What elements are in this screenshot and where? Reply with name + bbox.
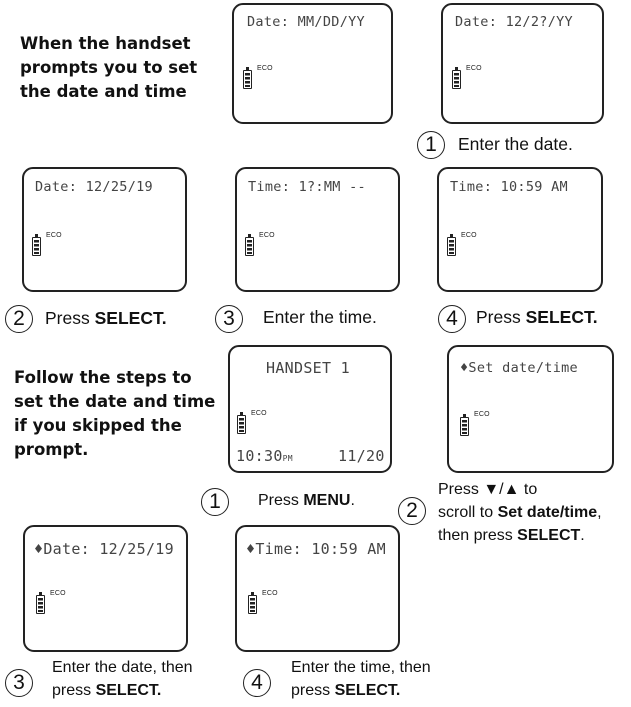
eco-label: ECO <box>461 232 477 239</box>
step-caption: Press MENU. <box>258 492 355 509</box>
handset-screen-date-entering <box>441 3 604 124</box>
handset-screen-edit-date <box>23 525 188 652</box>
step-number-4: 4 <box>438 305 466 333</box>
battery-icon <box>237 415 246 434</box>
eco-label: ECO <box>466 65 482 72</box>
step-caption: Press SELECT. <box>476 307 598 327</box>
step-number-1: 1 <box>201 488 229 516</box>
intro-skipped-text: Follow the steps to set the date and time if you skipped the prompt. <box>14 368 216 459</box>
lcd-text: Time: 1?:MM -- <box>248 179 366 195</box>
battery-icon <box>243 70 252 89</box>
step-number-3: 3 <box>5 669 33 697</box>
handset-screen-time-entered <box>437 167 603 292</box>
handset-screen-date-entered <box>22 167 187 292</box>
step-number-3: 3 <box>215 305 243 333</box>
step-caption: Press SELECT. <box>45 308 167 328</box>
lcd-menu-item: ♦Set date/time <box>460 360 578 376</box>
battery-icon <box>447 237 456 256</box>
battery-icon <box>245 237 254 256</box>
step-caption: Enter the time, then press SELECT. <box>291 659 431 699</box>
lcd-text: Date: MM/DD/YY <box>247 14 365 30</box>
lcd-date: 11/20 <box>338 447 385 465</box>
lcd-clock: 10:30PM <box>236 447 293 465</box>
lcd-text: Time: 10:59 AM <box>450 179 568 195</box>
eco-label: ECO <box>474 411 490 418</box>
handset-screen-time-entering <box>235 167 400 292</box>
step-caption: Enter the date, then press SELECT. <box>52 659 193 699</box>
lcd-handset-title: HANDSET 1 <box>266 359 350 377</box>
battery-icon <box>248 595 257 614</box>
lcd-text: Date: 12/25/19 <box>35 179 153 195</box>
step-number-1: 1 <box>417 131 445 159</box>
battery-icon <box>452 70 461 89</box>
handset-screen-menu-set-date-time <box>447 345 614 473</box>
lcd-text: Date: 12/2?/YY <box>455 14 573 30</box>
lcd-text: ♦Date: 12/25/19 <box>34 540 174 558</box>
handset-screen-edit-time <box>235 525 400 652</box>
battery-icon <box>460 417 469 436</box>
step-caption: Enter the time. <box>263 307 377 327</box>
step-number-2: 2 <box>5 305 33 333</box>
step-number-4: 4 <box>243 669 271 697</box>
step-caption: Enter the date. <box>458 134 573 154</box>
step-number-2: 2 <box>398 497 426 525</box>
step-caption: Press ▼/▲ to scroll to Set date/time, then press SELECT. <box>438 481 602 544</box>
eco-label: ECO <box>262 590 278 597</box>
battery-icon <box>36 595 45 614</box>
handset-screen-idle <box>228 345 392 473</box>
eco-label: ECO <box>50 590 66 597</box>
handset-screen-date-prompt <box>232 3 393 124</box>
battery-icon <box>32 237 41 256</box>
eco-label: ECO <box>46 232 62 239</box>
eco-label: ECO <box>251 410 267 417</box>
intro-prompt-text: When the handset prompts you to set the date and time <box>20 34 198 101</box>
lcd-text: ♦Time: 10:59 AM <box>246 540 386 558</box>
eco-label: ECO <box>259 232 275 239</box>
eco-label: ECO <box>257 65 273 72</box>
